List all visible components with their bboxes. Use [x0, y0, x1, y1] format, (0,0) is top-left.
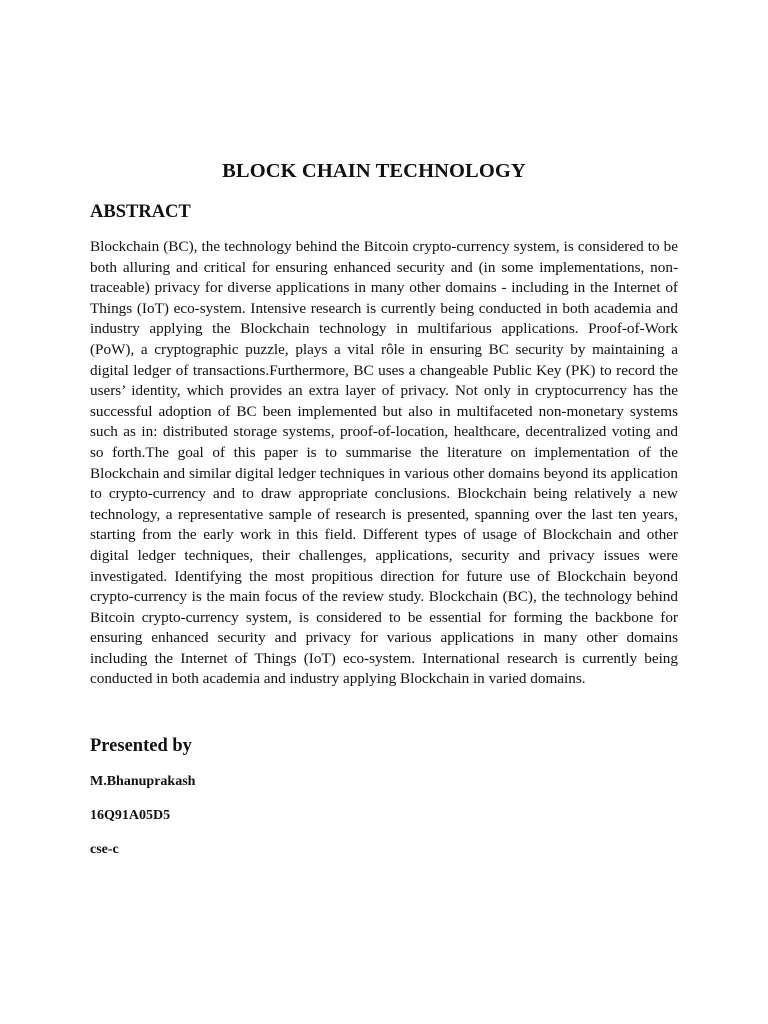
presenter-roll-number: 16Q91A05D5 [90, 808, 171, 823]
abstract-body: Blockchain (BC), the technology behind the Bitcoin crypto-currency system, is considered to be both alluring and critical for ensuring enhanced security and (in some implementations, non-traceable) privacy for diverse applications in many other domains - including in the Internet of Things (IoT) eco-system. Intensive research is currently being conducted in both academia and industry applying the Blockchain technology in multifarious applications. Proof-of-Work (PoW), a cryptographic puzzle, plays a vital rôle in ensuring BC security by maintaining a digital ledger of transactions.Furthermore, BC uses a changeable Public Key (PK) to record the users’ identity, which provides an extra layer of privacy. Not only in cryptocurrency has the successful adoption of BC been implemented but also in multifaceted non-monetary systems such as in: distributed storage systems, proof-of-location, healthcare, decentralized voting and so forth.The goal of this paper is to summarise the literature on implementation of the Blockchain and similar digital ledger techniques in various other domains beyond its application to crypto-currency and to draw appropriate conclusions. Blockchain being relatively a new technology, a representative sample of research is presented, spanning over the last ten years, starting from the early work in this field. Different types of usage of Blockchain and other digital ledger techniques, their challenges, applications, security and privacy issues were investigated. Identifying the most propitious direction for future use of Blockchain beyond crypto-currency is the main focus of the review study. Blockchain (BC), the technology behind Bitcoin crypto-currency system, is considered to be essential for forming the backbone for ensuring enhanced security and privacy for various applications in many other domains including the Internet of Things (IoT) eco-system. International research is currently being conducted in both academia and industry applying Blockchain in varied domains. [90, 238, 678, 688]
presented-by-heading: Presented by [90, 736, 192, 756]
presenter-department: cse-c [90, 842, 119, 857]
presenter-name: M.Bhanuprakash [90, 774, 196, 789]
document-title: BLOCK CHAIN TECHNOLOGY [222, 160, 526, 182]
abstract-heading: ABSTRACT [90, 202, 191, 222]
